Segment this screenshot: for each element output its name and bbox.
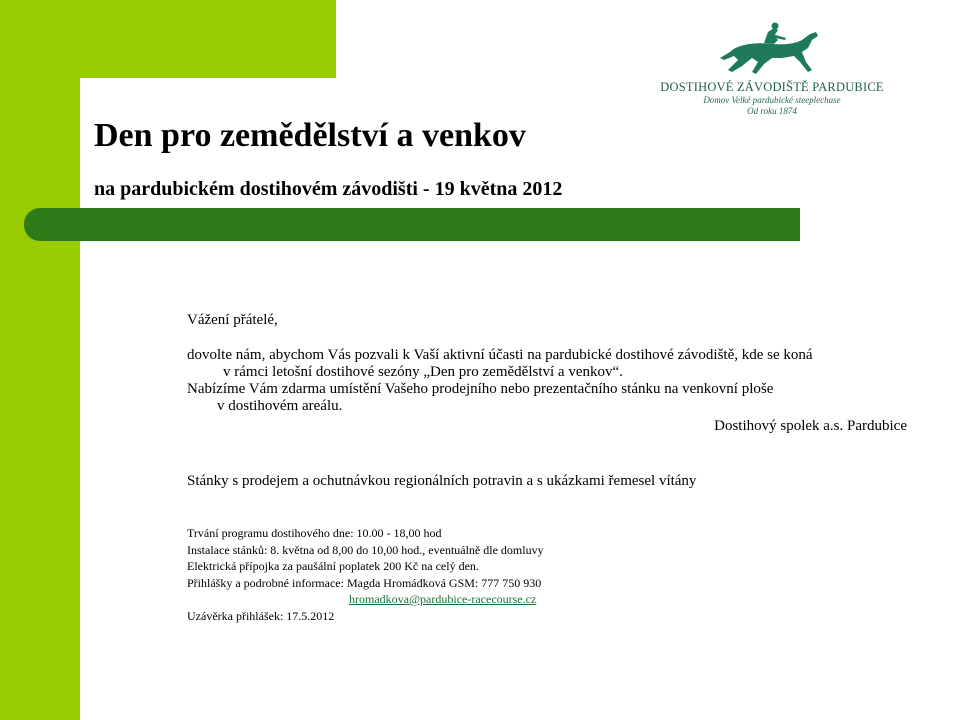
contact-email-link[interactable]: hromadkova@pardubice-racecourse.cz xyxy=(349,592,537,606)
paragraph-1-line-1: dovolte nám, abychom Vás pozvali k Vaší aktivní účasti na pardubické dostihové závodiště, kde se koná xyxy=(187,347,813,363)
horse-rider-icon xyxy=(712,22,832,80)
page-subtitle: na pardubickém dostihovém závodišti - 19 května 2012 xyxy=(94,178,563,200)
paragraph-1-line-2: v rámci letošní dostihové sezóny „Den pro zemědělství a venkov“. xyxy=(223,364,623,380)
signature: Dostihový spolek a.s. Pardubice xyxy=(714,418,907,434)
racecourse-logo xyxy=(652,22,892,132)
detail-installation: Instalace stánků: 8. května od 8,00 do 10,00 hod., eventuálně dle domluvy xyxy=(187,542,544,557)
title-divider-band xyxy=(24,208,800,241)
greeting: Vážení přátelé, xyxy=(187,312,278,328)
event-details xyxy=(187,525,917,624)
invitation-letter xyxy=(187,312,917,624)
logo-tagline: Domov Velké pardubické steeplechase xyxy=(703,95,841,105)
logo-since: Od roku 1874 xyxy=(747,106,797,116)
paragraph-2-line-2: v dostihovém areálu. xyxy=(217,398,343,414)
detail-contact: Přihlášky a podrobné informace: Magda Hromádková GSM: 777 750 930 xyxy=(187,575,542,590)
detail-deadline: Uzávěrka přihlášek: 17.5.2012 xyxy=(187,608,335,623)
left-green-bar xyxy=(0,0,80,720)
top-green-block xyxy=(80,0,336,78)
highlight-note: Stánky s prodejem a ochutnávkou regionálních potravin a s ukázkami řemesel vítány xyxy=(187,473,697,489)
page-title: Den pro zemědělství a venkov xyxy=(94,117,526,154)
detail-duration: Trvání programu dostihového dne: 10.00 - 18,00 hod xyxy=(187,526,442,540)
logo-name: DOSTIHOVÉ ZÁVODIŠTĚ PARDUBICE xyxy=(660,80,884,94)
detail-electricity: Elektrická přípojka za paušální poplatek 200 Kč na celý den. xyxy=(187,559,479,573)
paragraph-2-line-1: Nabízíme Vám zdarma umístění Vašeho prodejního nebo prezentačního stánku na venkovní ploše xyxy=(187,381,774,397)
